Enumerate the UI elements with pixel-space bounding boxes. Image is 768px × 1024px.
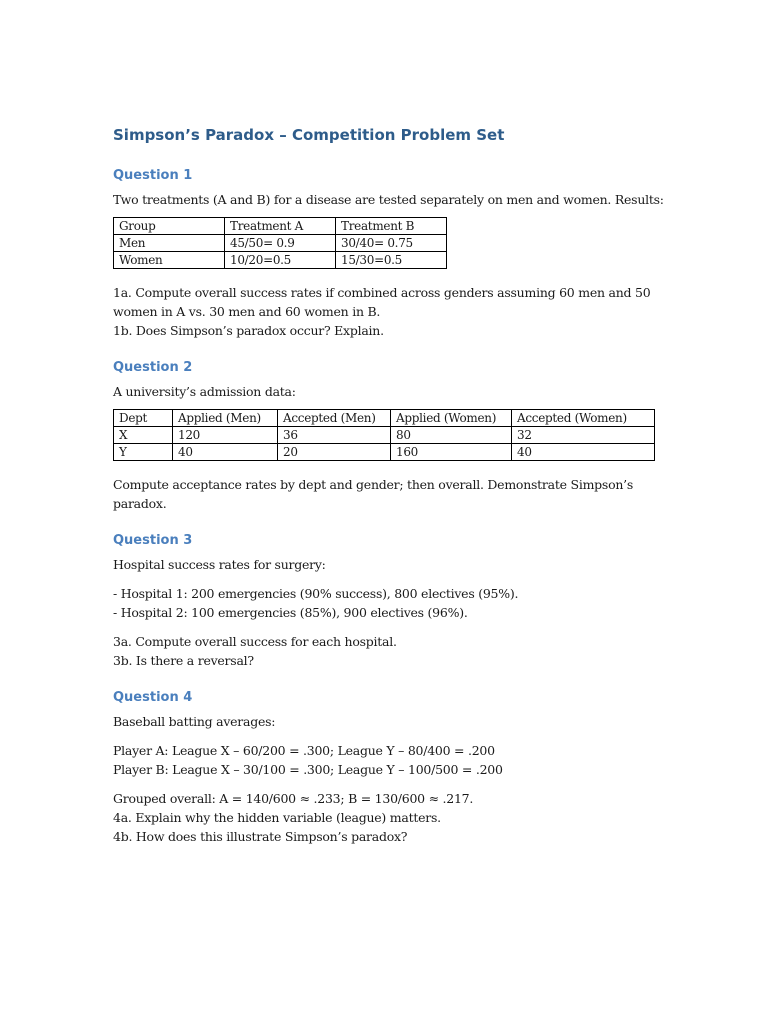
question-4a: 4a. Explain why the hidden variable (league) matters.: [113, 810, 441, 825]
table-header-cell: Treatment B: [336, 218, 447, 235]
question-1a-line-1: 1a. Compute overall success rates if combined across genders assuming 60 men and 50: [113, 285, 651, 300]
question-3-bullet-2: - Hospital 2: 100 emergencies (85%), 900 electives (96%).: [113, 605, 468, 620]
table-cell: Women: [114, 252, 225, 269]
table-header-cell: Accepted (Men): [278, 410, 391, 427]
table-header-cell: Treatment A: [225, 218, 336, 235]
document-title: Simpson’s Paradox – Competition Problem Set: [113, 126, 505, 144]
question-1b: 1b. Does Simpson’s paradox occur? Explain.: [113, 323, 384, 338]
question-3b: 3b. Is there a reversal?: [113, 653, 254, 668]
table-cell: 120: [173, 427, 278, 444]
table-cell: 36: [278, 427, 391, 444]
question-2-task-line-2: paradox.: [113, 496, 167, 511]
question-2-heading: Question 2: [113, 360, 193, 375]
table-cell: 20: [278, 444, 391, 461]
question-3-bullet-1: - Hospital 1: 200 emergencies (90% success), 800 electives (95%).: [113, 586, 519, 601]
table-header-row: [114, 410, 655, 427]
question-3-heading: Question 3: [113, 533, 193, 548]
table-cell: 10/20=0.5: [225, 252, 336, 269]
question-3-intro: Hospital success rates for surgery:: [113, 557, 326, 572]
question-3a: 3a. Compute overall success for each hospital.: [113, 634, 397, 649]
admission-data-table: [113, 409, 655, 461]
table-row: [114, 252, 447, 269]
table-cell: 160: [391, 444, 512, 461]
table-cell: Men: [114, 235, 225, 252]
question-4-grouped-overall: Grouped overall: A = 140/600 ≈ .233; B = 130/600 ≈ .217.: [113, 791, 474, 806]
question-4-player-a: Player A: League X – 60/200 = .300; League Y – 80/400 = .200: [113, 743, 495, 758]
question-2: [113, 358, 673, 513]
question-3: [113, 531, 673, 670]
table-header-cell: Group: [114, 218, 225, 235]
table-cell: 32: [512, 427, 655, 444]
treatment-results-table: [113, 217, 447, 269]
table-header-row: [114, 218, 447, 235]
document-page: [113, 124, 673, 846]
question-2-intro: A university’s admission data:: [113, 384, 296, 399]
table-cell: 40: [173, 444, 278, 461]
question-1: [113, 166, 673, 340]
table-cell: 45/50= 0.9: [225, 235, 336, 252]
table-row: [114, 235, 447, 252]
table-row: [114, 427, 655, 444]
table-cell: 40: [512, 444, 655, 461]
table-header-cell: Dept: [114, 410, 173, 427]
question-2-task-line-1: Compute acceptance rates by dept and gender; then overall. Demonstrate Simpson’s: [113, 477, 634, 492]
question-1-intro: Two treatments (A and B) for a disease are tested separately on men and women. Results:: [113, 192, 664, 207]
table-header-cell: Accepted (Women): [512, 410, 655, 427]
question-1a-line-2: women in A vs. 30 men and 60 women in B.: [113, 304, 381, 319]
question-4-intro: Baseball batting averages:: [113, 714, 276, 729]
table-cell: Y: [114, 444, 173, 461]
table-header-cell: Applied (Women): [391, 410, 512, 427]
table-cell: 15/30=0.5: [336, 252, 447, 269]
question-4-player-b: Player B: League X – 30/100 = .300; League Y – 100/500 = .200: [113, 762, 503, 777]
question-1-heading: Question 1: [113, 168, 193, 183]
table-row: [114, 444, 655, 461]
question-4b: 4b. How does this illustrate Simpson’s paradox?: [113, 829, 408, 844]
table-cell: X: [114, 427, 173, 444]
table-header-cell: Applied (Men): [173, 410, 278, 427]
question-4-heading: Question 4: [113, 690, 193, 705]
table-cell: 30/40= 0.75: [336, 235, 447, 252]
question-4: [113, 688, 673, 846]
table-cell: 80: [391, 427, 512, 444]
